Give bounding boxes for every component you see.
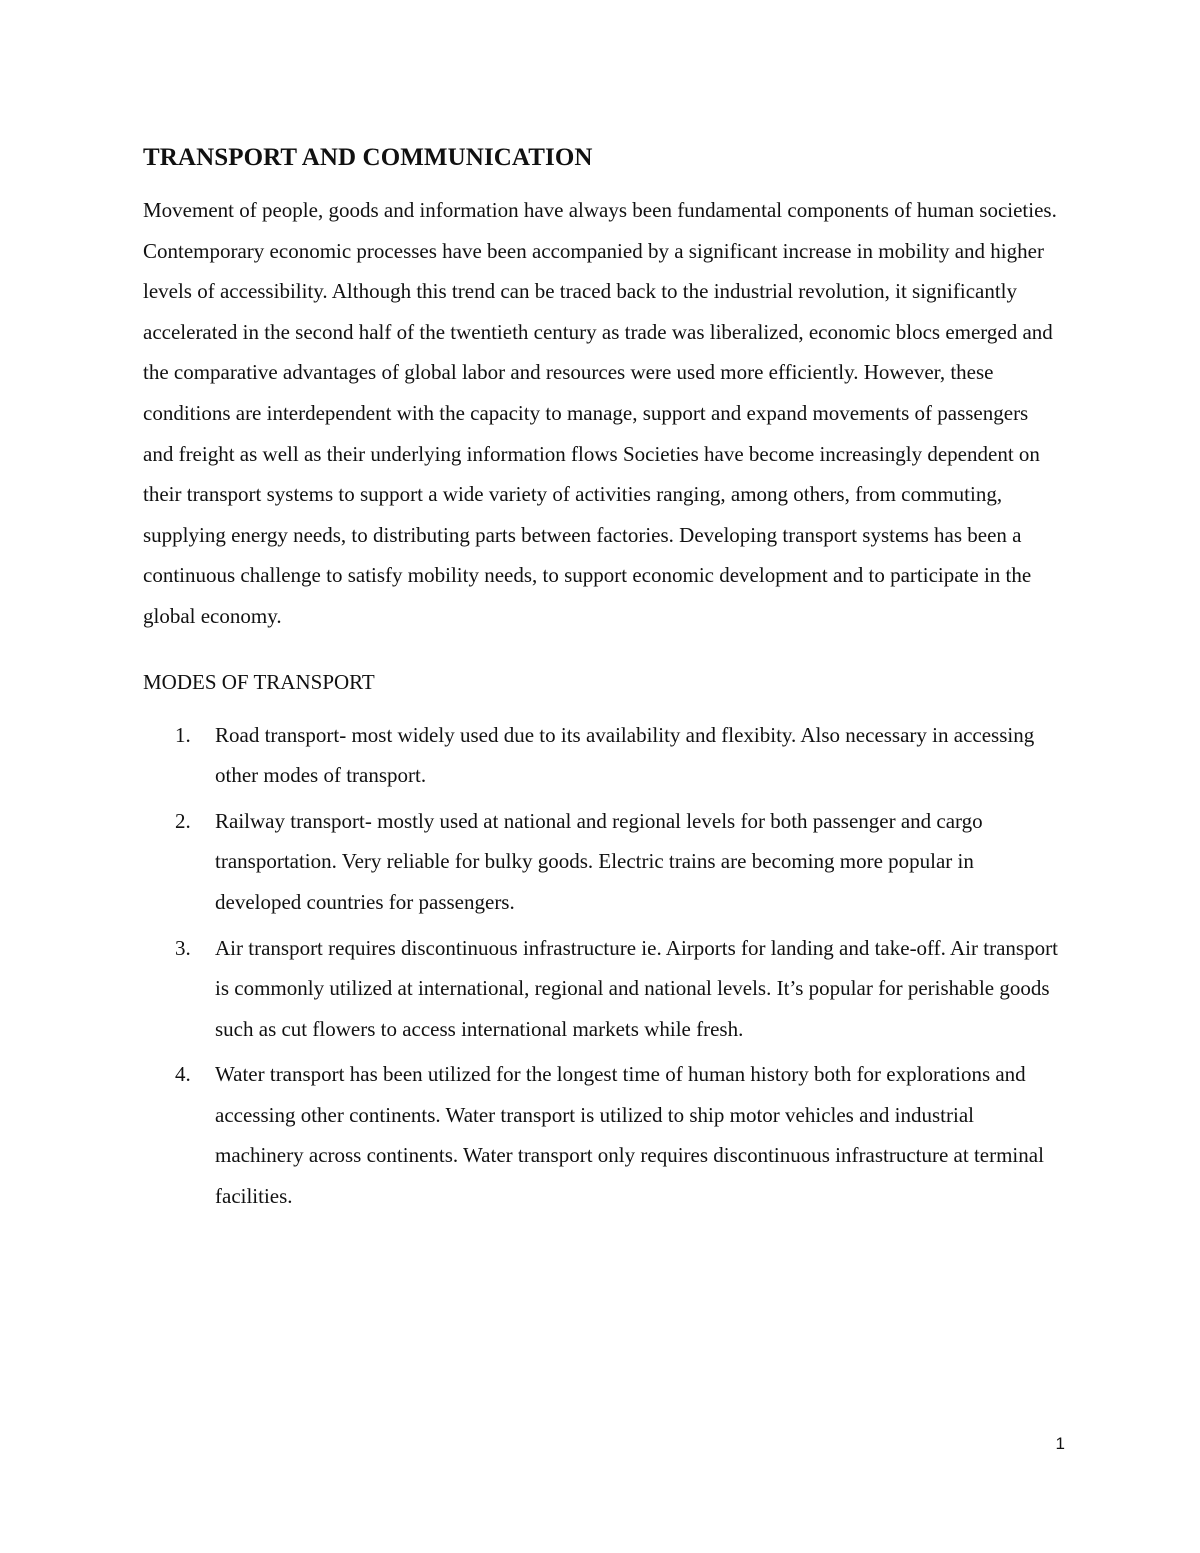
section-heading-modes: MODES OF TRANSPORT — [143, 669, 375, 694]
list-item — [143, 801, 1063, 923]
page-number: 1 — [1055, 1434, 1065, 1453]
list-item-text: Water transport has been utilized for the longest time of human history both for explorations and accessing other continents. Water transport is utilized to ship motor vehicles and industrial machinery across continents. Water transport only requires discontinuous infrastructure at terminal facilities. — [215, 1062, 1044, 1209]
list-item — [143, 1054, 1063, 1216]
intro-paragraph: Movement of people, goods and information have always been fundamental components of human societies. Contemporary economic processes have been accompanied by a significant increase in mobility and higher levels of accessibility. Although this trend can be traced back to the industrial revolution, it significantly accelerated in the second half of the twentieth century as trade was liberalized, economic blocs emerged and the comparative advantages of global labor and resources were used more efficiently. However, these conditions are interdependent with the capacity to manage, support and expand movements of passengers and freight as well as their underlying information flows Societies have become increasingly dependent on their transport systems to support a wide variety of activities ranging, among others, from commuting, supplying energy needs, to distributing parts between factories. Developing transport systems has been a continuous challenge to satisfy mobility needs, to support economic development and to participate in the global economy. — [143, 198, 1057, 628]
list-item-number: 2. — [175, 808, 191, 833]
list-item — [143, 928, 1063, 1050]
modes-list — [143, 715, 1063, 1217]
list-item — [143, 715, 1063, 796]
list-item-number: 3. — [175, 935, 191, 960]
document-title: TRANSPORT AND COMMUNICATION — [143, 144, 593, 171]
list-item-number: 1. — [175, 722, 191, 747]
page-content — [143, 141, 1063, 1222]
list-item-text: Railway transport- mostly used at national and regional levels for both passenger and cargo transportation. Very reliable for bulky goods. Electric trains are becoming more popular in developed countries for passengers. — [215, 808, 983, 914]
list-item-text: Air transport requires discontinuous infrastructure ie. Airports for landing and take-off. Air transport is commonly utilized at international, regional and national levels. It’s popular for perishable goods such as cut flowers to access international markets while fresh. — [215, 935, 1058, 1041]
list-item-text: Road transport- most widely used due to its availability and flexibity. Also necessary in accessing other modes of transport. — [215, 722, 1035, 788]
list-item-number: 4. — [175, 1062, 191, 1087]
